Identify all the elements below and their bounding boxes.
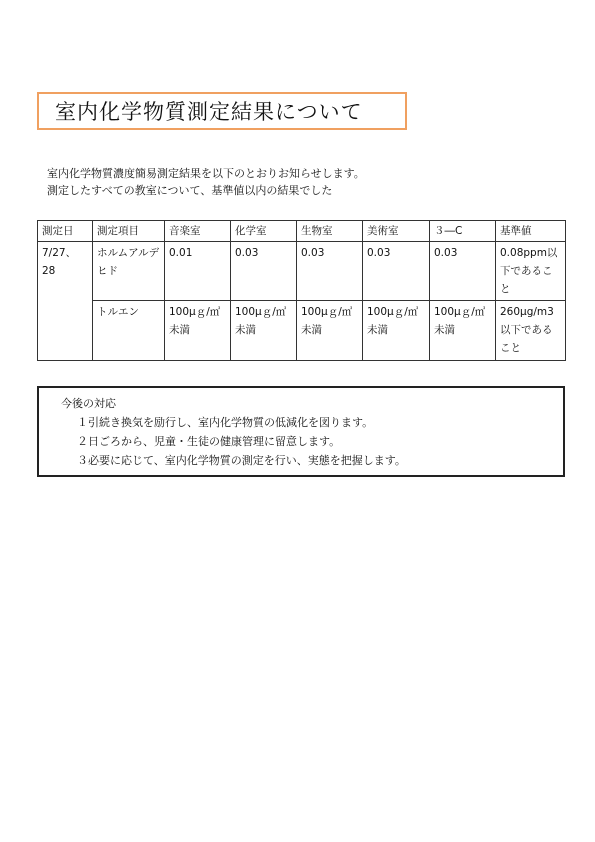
header-chemistry-room: 化学室 xyxy=(231,221,297,242)
value-cell: 0.03 xyxy=(430,242,496,301)
value-cell: 100μｇ/㎥未満 xyxy=(297,301,363,361)
header-art-room: 美術室 xyxy=(363,221,430,242)
table-row xyxy=(38,301,566,361)
value-cell: 0.03 xyxy=(297,242,363,301)
value-cell: 0.03 xyxy=(363,242,430,301)
header-biology-room: 生物室 xyxy=(297,221,363,242)
standard-cell: 0.08ppm以下であること xyxy=(496,242,566,301)
table-row xyxy=(38,242,566,301)
header-date: 測定日 xyxy=(38,221,93,242)
intro-line: 室内化学物質濃度簡易測定結果を以下のとおりお知らせします。 xyxy=(47,167,365,180)
value-cell: 0.01 xyxy=(165,242,231,301)
header-music-room: 音楽室 xyxy=(165,221,231,242)
future-actions-box xyxy=(37,386,565,477)
measure-date: 7/27、28 xyxy=(38,242,93,361)
value-cell: 100μｇ/㎥未満 xyxy=(430,301,496,361)
intro-line: 測定したすべての教室について、基準値以内の結果でした xyxy=(47,184,333,197)
standard-cell: 260μg/m3以下であること xyxy=(496,301,566,361)
header-class-3c: ３―C xyxy=(430,221,496,242)
value-cell: 100μｇ/㎥未満 xyxy=(165,301,231,361)
page-title: 室内化学物質測定結果について xyxy=(55,100,363,124)
intro-text xyxy=(47,165,365,199)
value-cell: 100μｇ/㎥未満 xyxy=(231,301,297,361)
header-standard: 基準値 xyxy=(496,221,566,242)
header-item: 測定項目 xyxy=(93,221,165,242)
page-title-box xyxy=(37,92,407,130)
value-cell: 0.03 xyxy=(231,242,297,301)
future-heading: 今後の対応 xyxy=(61,397,116,410)
future-item: ２日ごろから、児童・生徒の健康管理に留意します。 xyxy=(77,435,341,448)
future-item: ３必要に応じて、室内化学物質の測定を行い、実態を把握します。 xyxy=(77,454,406,467)
results-table xyxy=(37,220,566,361)
table-header-row xyxy=(38,221,566,242)
value-cell: 100μｇ/㎥未満 xyxy=(363,301,430,361)
measure-item: トルエン xyxy=(93,301,165,361)
future-item: １引続き換気を励行し、室内化学物質の低減化を図ります。 xyxy=(77,416,374,429)
measure-item: ホルムアルデヒド xyxy=(93,242,165,301)
